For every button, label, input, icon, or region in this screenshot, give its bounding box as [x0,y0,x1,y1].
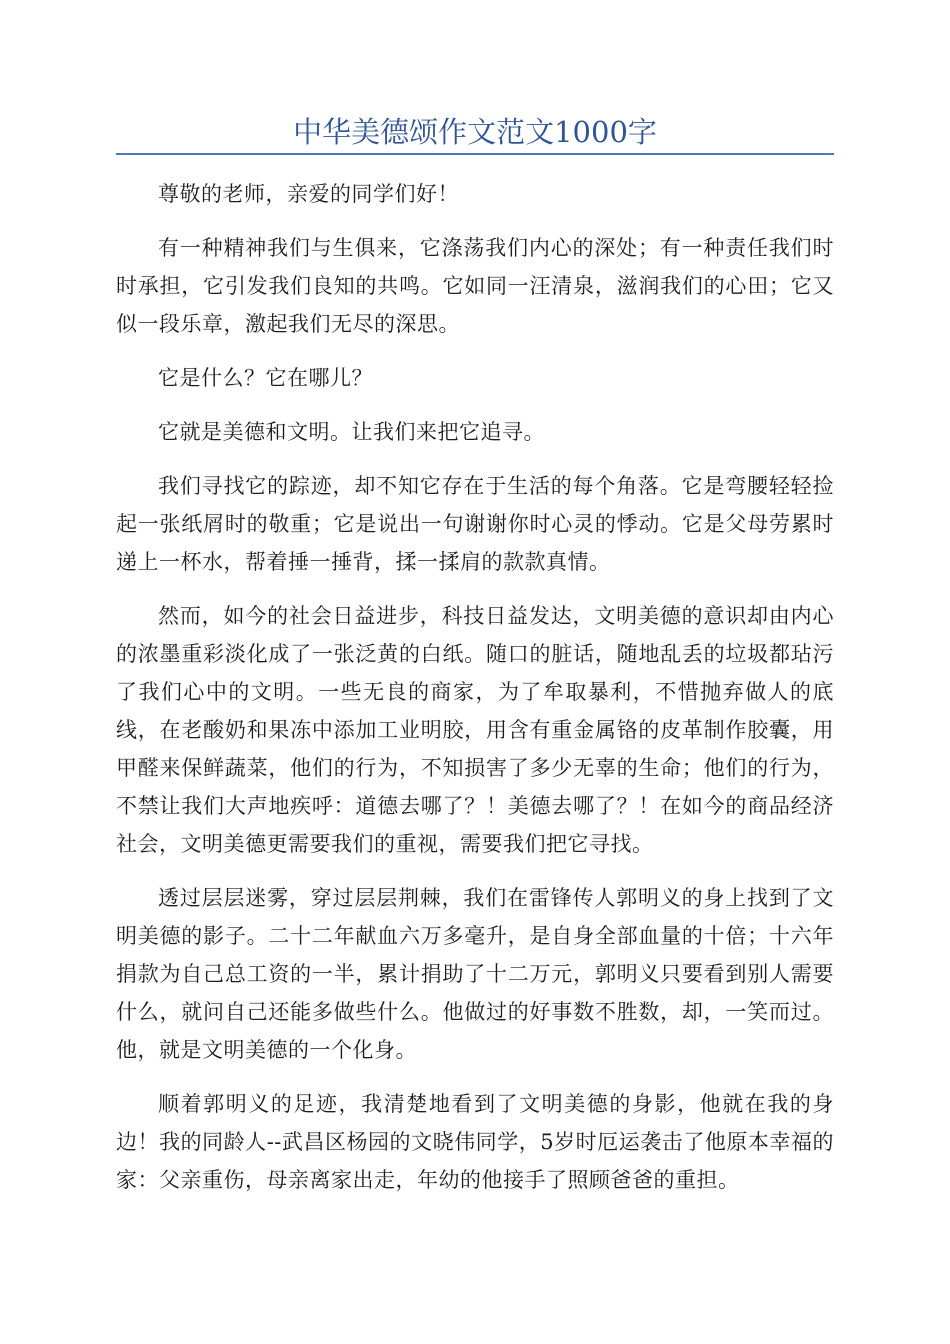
title-underline [116,153,834,155]
paragraph-greeting: 尊敬的老师，亲爱的同学们好！ [158,182,459,206]
paragraph: 它是什么？它在哪儿？ [158,366,373,390]
document-title: 中华美德颂作文范文1000字 [293,115,657,149]
paragraph: 顺着郭明义的足迹，我清楚地看到了文明美德的身影，他就在我的身边！我的同龄人--武昌区杨园的文晓伟同学，5岁时厄运袭击了他原本幸福的家：父亲重伤，母亲离家出走，年幼的他接手了照顾爸爸的重担。 [116,1092,834,1192]
paragraph: 透过层层迷雾，穿过层层荆棘，我们在雷锋传人郭明义的身上找到了文明美德的影子。二十二年献血六万多毫升，是自身全部血量的十倍；十六年捐款为自己总工资的一半，累计捐助了十二万元，郭明义只要看到别人需要什么，就问自己还能多做些什么。他做过的好事数不胜数，却，一笑而过。他，就是文明美德的一个化身。 [116,886,834,1062]
document-body [116,175,834,1215]
paragraph: 有一种精神我们与生俱来，它涤荡我们内心的深处；有一种责任我们时时承担，它引发我们良知的共鸣。它如同一汪清泉，滋润我们的心田；它又似一段乐章，激起我们无尽的深思。 [116,236,834,336]
paragraph: 我们寻找它的踪迹，却不知它存在于生活的每个角落。它是弯腰轻轻捡起一张纸屑时的敬重；它是说出一句谢谢你时心灵的悸动。它是父母劳累时递上一杯水，帮着捶一捶背，揉一揉肩的款款真情。 [116,474,834,574]
paragraph: 然而，如今的社会日益进步，科技日益发达，文明美德的意识却由内心的浓墨重彩淡化成了一张泛黄的白纸。随口的脏话，随地乱丢的垃圾都玷污了我们心中的文明。一些无良的商家，为了牟取暴利，不惜抛弃做人的底线，在老酸奶和果冻中添加工业明胶，用含有重金属铬的皮革制作胶囊，用甲醛来保鲜蔬菜，他们的行为，不知损害了多少无辜的生命；他们的行为，不禁让我们大声地疾呼：道德去哪了？！美德去哪了？！在如今的商品经济社会，文明美德更需要我们的重视，需要我们把它寻找。 [116,604,834,856]
paragraph: 它就是美德和文明。让我们来把它追寻。 [158,420,545,444]
